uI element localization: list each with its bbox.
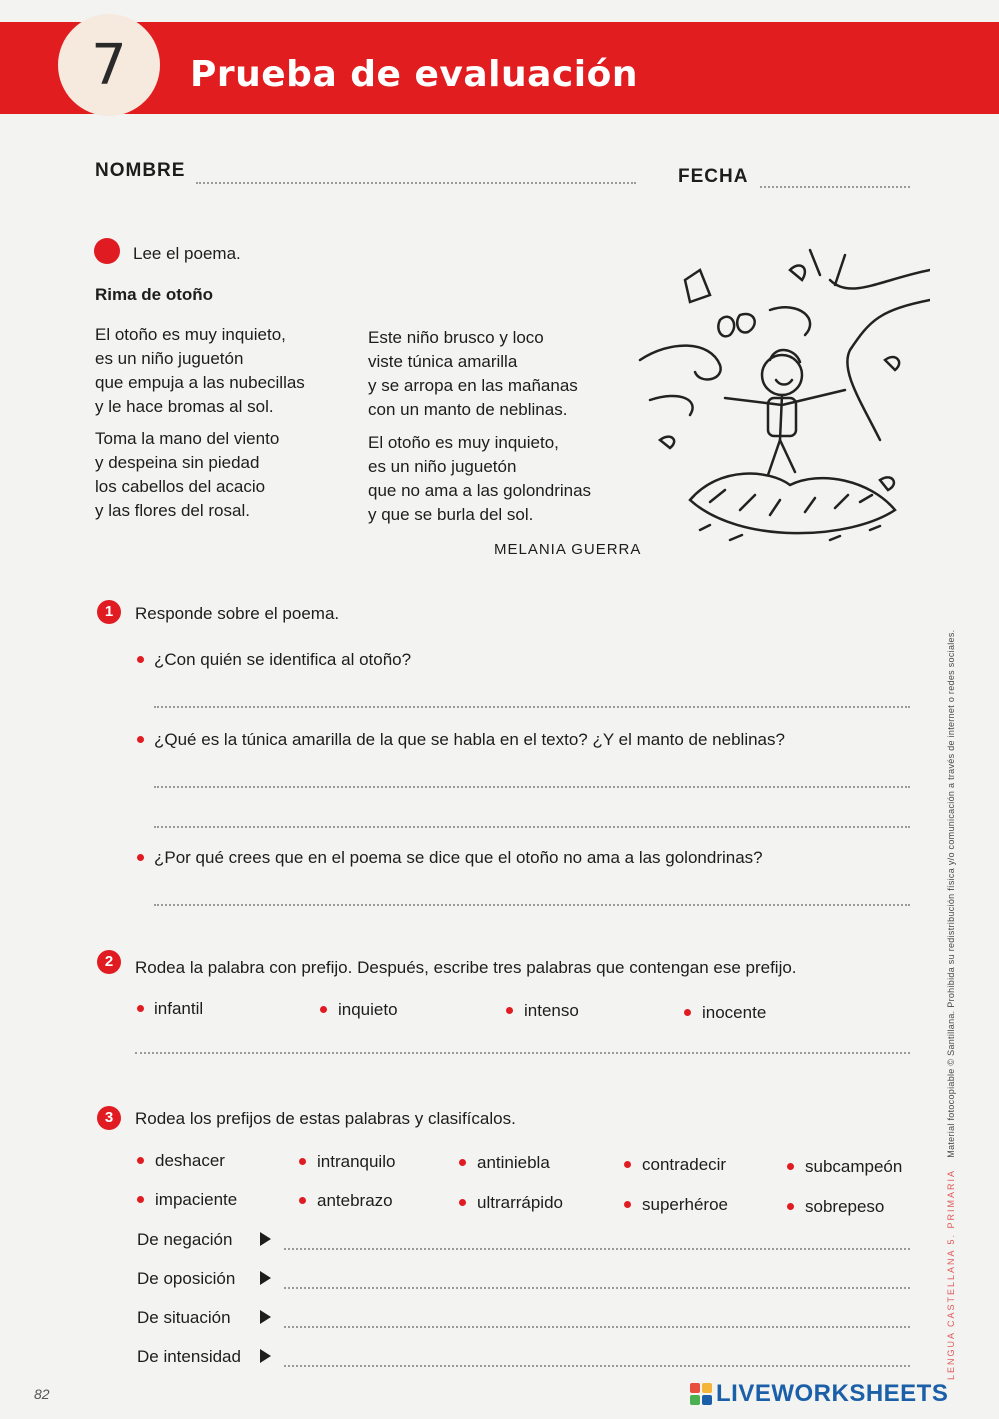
watermark-text: LIVEWORKSHEETS (716, 1380, 949, 1407)
q3-word[interactable]: impaciente (155, 1190, 238, 1209)
poem-line: y le hace bromas al sol. (95, 397, 274, 416)
bullet-icon (137, 1005, 144, 1012)
poem-line: es un niño juguetón (95, 349, 244, 368)
question-2-number: 2 (97, 950, 121, 974)
q3-word[interactable]: sobrepeso (805, 1197, 885, 1216)
q3-word[interactable]: antiniebla (477, 1153, 550, 1172)
poem-line: El otoño es muy inquieto, (95, 325, 286, 344)
poem-line: es un niño juguetón (368, 457, 517, 476)
q1-item-2: ¿Qué es la túnica amarilla de la que se habla en el texto? ¿Y el manto de neblinas? (154, 730, 785, 749)
q2-word-1[interactable]: infantil (154, 999, 204, 1018)
poem-col2-stanza1 (368, 326, 578, 422)
date-label: FECHA (678, 166, 749, 187)
poem-line: y las flores del rosal. (95, 501, 250, 520)
bullet-icon (459, 1159, 466, 1166)
bullet-icon (137, 1157, 144, 1164)
side-brand: LENGUA CASTELLANA 5. PRIMARIA (946, 1168, 956, 1380)
bullet-icon (137, 1196, 144, 1203)
q1-item-3: ¿Por qué crees que en el poema se dice que el otoño no ama a las golondrinas? (154, 848, 763, 867)
q2-word-4[interactable]: inocente (702, 1003, 767, 1022)
bullet-icon (624, 1201, 631, 1208)
arrow-right-icon (260, 1271, 271, 1285)
page-number: 82 (34, 1386, 50, 1402)
question-1-number: 1 (97, 600, 121, 624)
bullet-icon (299, 1158, 306, 1165)
reading-instruction: Lee el poema. (133, 244, 241, 263)
poem-line: y que se burla del sol. (368, 505, 534, 524)
arrow-right-icon (260, 1310, 271, 1324)
bullet-icon (624, 1161, 631, 1168)
poem-line: que no ama a las golondrinas (368, 481, 592, 500)
question-3-prompt: Rodea los prefijos de estas palabras y clasifícalos. (135, 1109, 516, 1128)
bullet-icon (459, 1199, 466, 1206)
poem-line: El otoño es muy inquieto, (368, 433, 559, 452)
q3-word[interactable]: contradecir (642, 1155, 727, 1174)
poem-line: los cabellos del acacio (95, 477, 266, 496)
q2-answer-line[interactable] (135, 1052, 910, 1054)
category-situation-label: De situación (137, 1308, 231, 1327)
bullet-icon (787, 1163, 794, 1170)
poem-line: y se arropa en las mañanas (368, 376, 578, 395)
q1-answer-1-line[interactable] (154, 706, 910, 708)
q1-answer-2-line-b[interactable] (154, 826, 910, 828)
bullet-icon (299, 1197, 306, 1204)
q3-word[interactable]: deshacer (155, 1151, 225, 1170)
bullet-icon (137, 736, 144, 743)
q2-word-2[interactable]: inquieto (338, 1000, 398, 1019)
side-legal-text (946, 500, 956, 1380)
poem-line: con un manto de neblinas. (368, 400, 568, 419)
poem-col1-stanza1 (95, 323, 305, 419)
liveworksheets-logo-icon (690, 1383, 712, 1405)
q3-word[interactable]: intranquilo (317, 1152, 396, 1171)
name-label: NOMBRE (95, 160, 186, 181)
poem-author: MELANIA GUERRA (494, 541, 642, 558)
category-intensity-line[interactable] (284, 1365, 910, 1367)
q3-word[interactable]: subcampeón (805, 1157, 903, 1176)
page-title: Prueba de evaluación (190, 54, 638, 95)
bullet-icon (320, 1006, 327, 1013)
bullet-icon (684, 1009, 691, 1016)
autumn-boy-illustration (630, 240, 930, 560)
question-2-prompt: Rodea la palabra con prefijo. Después, escribe tres palabras que contengan ese prefijo. (135, 958, 797, 977)
category-situation-line[interactable] (284, 1326, 910, 1328)
poem-line: que empuja a las nubecillas (95, 373, 305, 392)
poem-line: Toma la mano del viento (95, 429, 280, 448)
poem-col2-stanza2 (368, 431, 591, 527)
bullet-icon (137, 854, 144, 861)
name-field[interactable] (196, 182, 636, 184)
bullet-icon (506, 1007, 513, 1014)
bullet-icon (787, 1203, 794, 1210)
reading-bullet-icon (94, 238, 120, 264)
category-opposition-line[interactable] (284, 1287, 910, 1289)
category-intensity-label: De intensidad (137, 1347, 241, 1366)
poem-line: viste túnica amarilla (368, 352, 518, 371)
arrow-right-icon (260, 1232, 271, 1246)
date-field[interactable] (760, 186, 910, 188)
poem-line: Este niño brusco y loco (368, 328, 544, 347)
q3-word[interactable]: antebrazo (317, 1191, 393, 1210)
liveworksheets-watermark[interactable] (690, 1380, 948, 1408)
q3-word[interactable]: superhéroe (642, 1195, 729, 1214)
q1-answer-3-line[interactable] (154, 904, 910, 906)
q1-item-1: ¿Con quién se identifica al otoño? (154, 650, 412, 669)
side-legal: Material fotocopiable © Santillana. Prohibida su redistribución física y/o comunicación a través de internet o redes sociales. (946, 629, 956, 1158)
category-negation-label: De negación (137, 1230, 233, 1249)
question-3-number: 3 (97, 1106, 121, 1130)
unit-number-badge: 7 (58, 14, 160, 116)
poem-line: y despeina sin piedad (95, 453, 260, 472)
category-negation-line[interactable] (284, 1248, 910, 1250)
poem-col1-stanza2 (95, 427, 279, 523)
bullet-icon (137, 656, 144, 663)
question-1-prompt: Responde sobre el poema. (135, 604, 340, 623)
category-opposition-label: De oposición (137, 1269, 236, 1288)
q2-word-3[interactable]: intenso (524, 1001, 579, 1020)
q1-answer-2-line-a[interactable] (154, 786, 910, 788)
q3-word[interactable]: ultrarrápido (477, 1193, 563, 1212)
poem-title: Rima de otoño (95, 285, 214, 304)
arrow-right-icon (260, 1349, 271, 1363)
